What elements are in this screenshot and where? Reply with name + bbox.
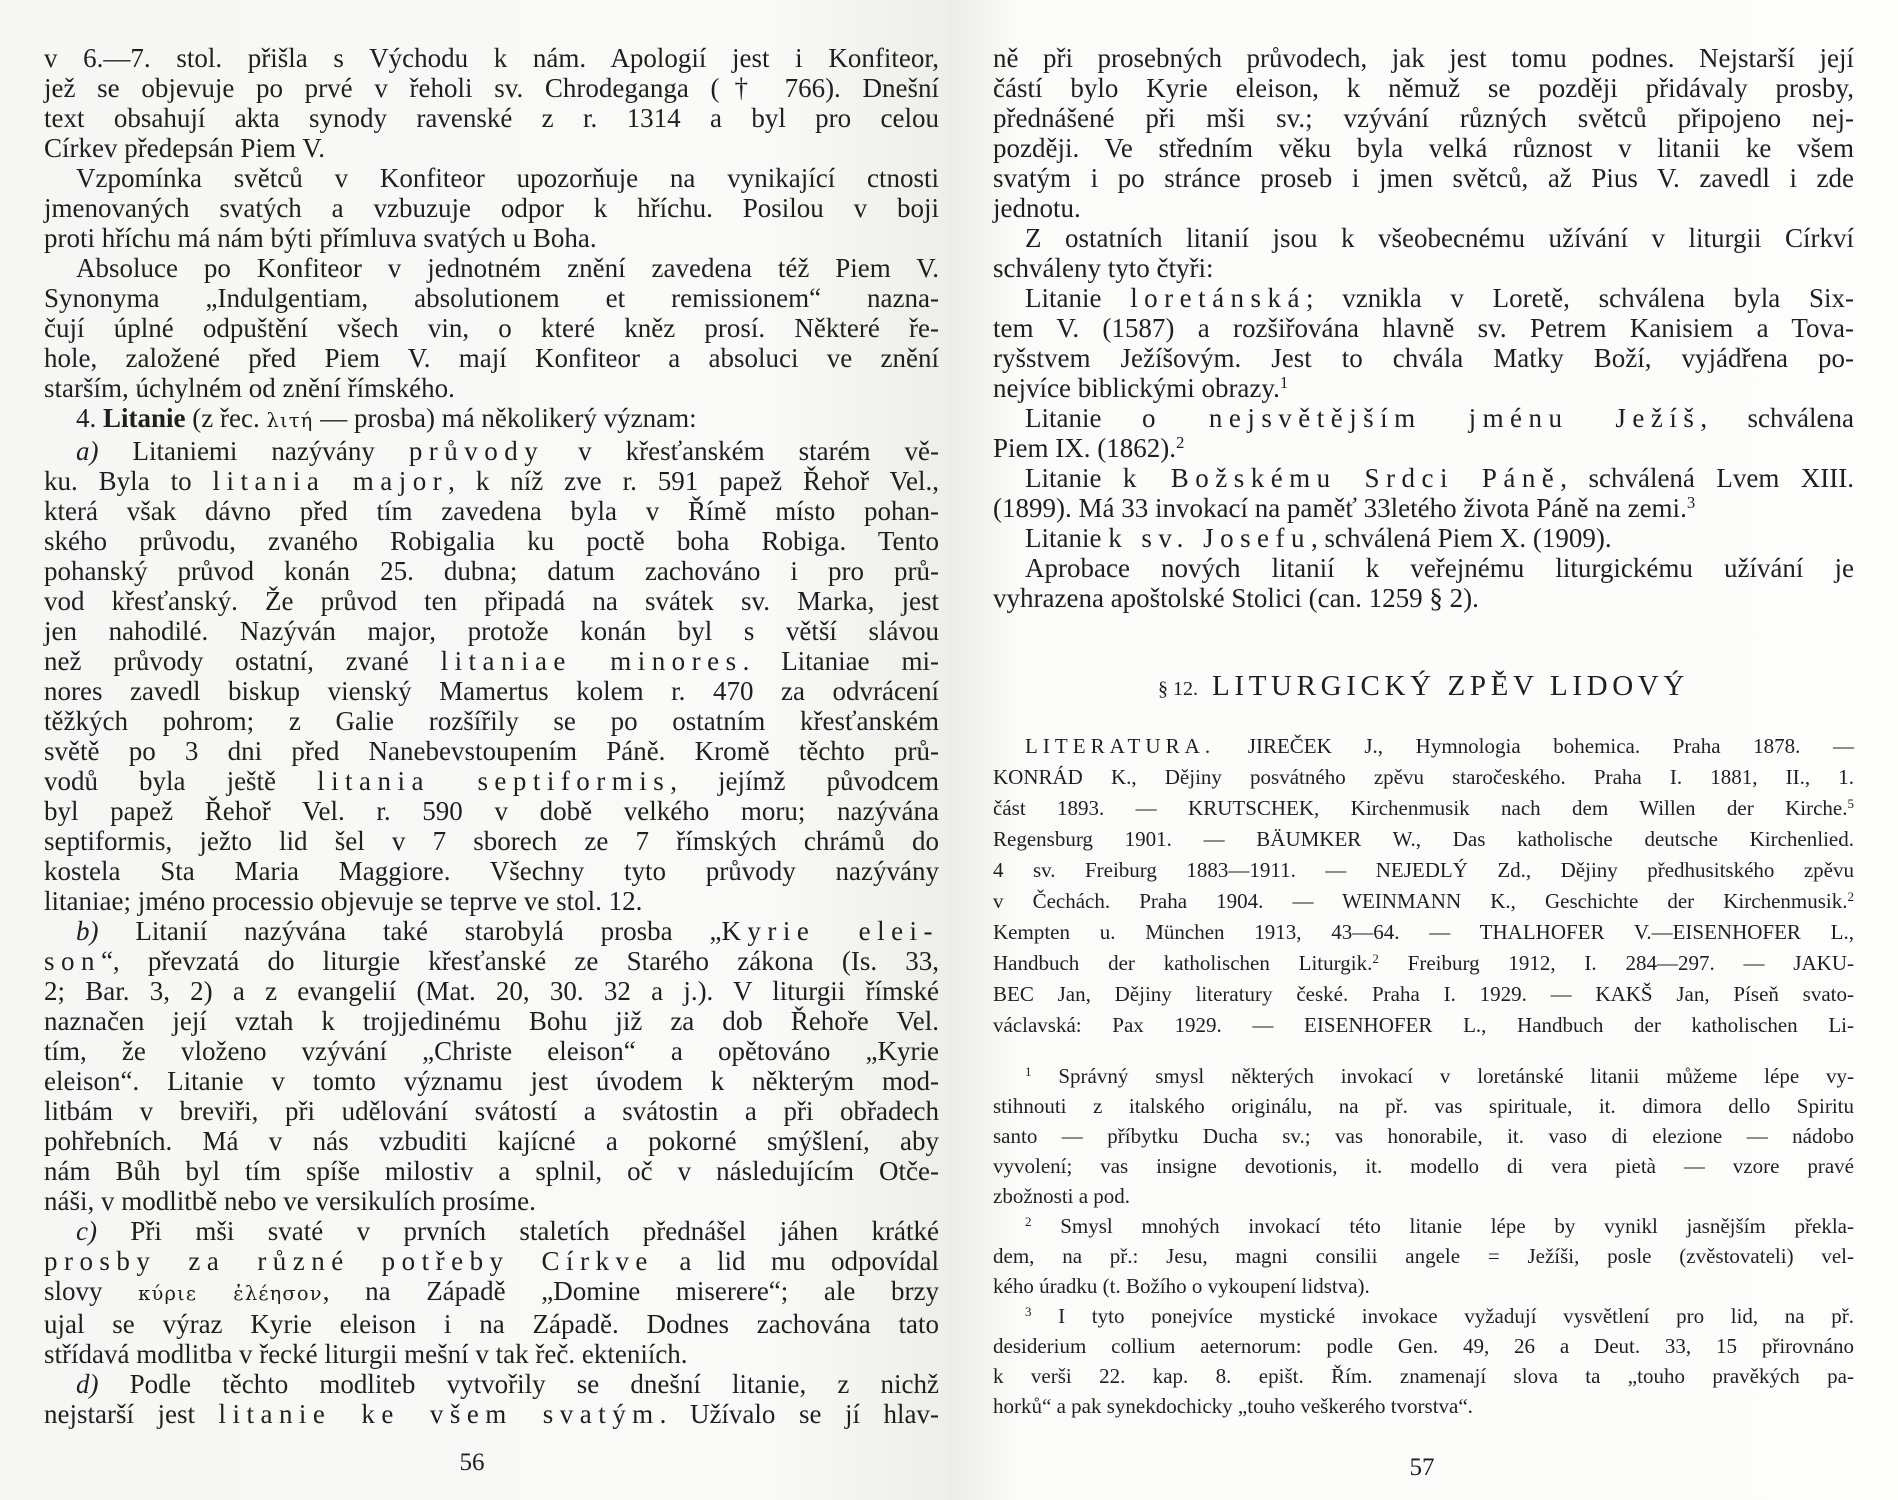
text-line — [993, 793, 1854, 824]
spaced-emphasis: LITERATURA. — [1025, 734, 1216, 758]
text-run: eleison“. Litanie v tomto významu jest úvodem k některým mod- — [44, 1066, 939, 1096]
text-line — [44, 283, 939, 313]
text-line — [44, 403, 939, 436]
text-line — [993, 373, 1854, 403]
text-line — [44, 826, 939, 856]
text-line — [44, 946, 939, 976]
text-run: těžkých pohrom; z Galie rozšířily se po ostatním křesťanském — [44, 706, 939, 736]
text-line — [993, 583, 1854, 613]
text-run: starším, úchylném od znění římského. — [44, 373, 455, 403]
bibliography-entry — [993, 731, 1854, 1041]
paragraph — [993, 43, 1854, 223]
text-run: později. Ve středním věku byla velká různost v litanii ke všem — [993, 133, 1854, 163]
text-run: 4. — [76, 403, 103, 433]
text-line — [44, 43, 939, 73]
bibliography — [993, 731, 1854, 1041]
text-line — [993, 283, 1854, 313]
italic-label: d) — [76, 1369, 99, 1399]
text-run: Absoluce po Konfiteor v jednotném znění zavedena též Piem V. — [76, 253, 939, 283]
note-marker: 1 — [1025, 1063, 1032, 1079]
footnotes — [993, 1061, 1854, 1421]
text-line — [44, 886, 939, 916]
text-run: Církev předepsán Piem V. — [44, 133, 325, 163]
text-run: JIREČEK J., Hymnologia bohemica. Praha 1878. — — [1215, 734, 1854, 758]
paragraph — [44, 253, 939, 403]
text-line — [44, 466, 939, 496]
text-line — [993, 433, 1854, 463]
text-run: — prosba) má několikerý význam: — [313, 403, 697, 433]
text-line — [44, 646, 939, 676]
text-run: 4 sv. Freiburg 1883—1911. — NEJEDLÝ Zd., Dějiny předhusitského zpěvu — [993, 858, 1854, 882]
note-marker: 2 — [1372, 950, 1379, 966]
text-run: Litanie — [1025, 283, 1131, 313]
text-run: v Čechách. Praha 1904. — WEINMANN K., Geschichte der Kirchenmusik. — [993, 889, 1848, 913]
text-line — [993, 193, 1854, 223]
note-marker: 2 — [1847, 888, 1854, 904]
bold-term: Litanie — [103, 403, 186, 433]
text-line — [993, 731, 1854, 762]
text-run: Podle těchto modliteb vytvořily se dnešní litanie, z nichž — [98, 1369, 939, 1399]
text-run: pohřebních. Má v nás vzbuditi kajícné a pokorné smýšlení, aby — [44, 1126, 939, 1156]
paragraph — [44, 1369, 939, 1429]
text-line — [993, 133, 1854, 163]
section-number: § 12. — [1158, 678, 1199, 700]
text-run: naznačen její vztah k trojjedinému Bohu již za dob Řehoře Vel. — [44, 1006, 939, 1036]
text-line — [993, 1181, 1854, 1211]
text-run: schváleny tyto čtyři: — [993, 253, 1214, 283]
text-line — [993, 1091, 1854, 1121]
text-line — [993, 948, 1854, 979]
section-heading — [993, 664, 1854, 708]
note-marker: 3 — [1686, 492, 1696, 512]
text-line — [44, 343, 939, 373]
text-line — [44, 223, 939, 253]
spaced-emphasis: son — [44, 946, 101, 976]
text-line — [44, 73, 939, 103]
greek-text: λιτή — [266, 409, 314, 432]
text-run: stihnouti z italského originálu, na př. vas spirituale, it. dimora dello Spiritu — [993, 1094, 1854, 1118]
text-run: nejstarší jest — [44, 1399, 219, 1429]
text-line — [993, 553, 1854, 583]
text-run: , jejímž původcem — [670, 766, 939, 796]
text-line — [993, 917, 1854, 948]
text-run: ujal se výraz Kyrie eleison i na Západě. Dodnes zachována tato — [44, 1309, 939, 1339]
text-run: , schválená Lvem XIII. — [1560, 463, 1854, 493]
text-run: Piem IX. (1862). — [993, 433, 1176, 463]
paragraph — [993, 403, 1854, 463]
paragraph — [44, 1216, 939, 1369]
text-run: ; vznikla v Loretě, schválena byla Six- — [1305, 283, 1854, 313]
text-run: vodů byla ještě — [44, 766, 318, 796]
text-run: část 1893. — KRUTSCHEK, Kirchenmusik nach dem Willen der Kirche. — [993, 796, 1848, 820]
text-run: proti hříchu má nám býti přímluva svatých u Boha. — [44, 223, 597, 253]
text-line — [993, 1301, 1854, 1331]
text-line — [44, 1006, 939, 1036]
text-line — [44, 496, 939, 526]
text-line — [993, 223, 1854, 253]
text-run: nores zavedl biskup vienský Mamertus kolem r. 470 za odvrácení — [44, 676, 939, 706]
text-line — [44, 133, 939, 163]
spaced-emphasis: loretánská — [1130, 283, 1306, 313]
paragraph — [44, 163, 939, 253]
text-run: Litaniemi nazývány — [98, 436, 409, 466]
text-run: Regensburg 1901. — BÄUMKER W., Das katholische deutsche Kirchenlied. — [993, 827, 1854, 851]
text-line — [44, 1186, 939, 1216]
text-line — [44, 796, 939, 826]
text-run: BEC Jan, Dějiny literatury české. Praha I. 1929. — KAKŠ Jan, Píseň svato- — [993, 982, 1854, 1006]
text-line — [44, 1126, 939, 1156]
text-run: septiformis, ježto lid šel v 7 sborech ze 7 římských chrámů do — [44, 826, 939, 856]
note-marker: 2 — [1025, 1213, 1032, 1229]
right-page — [949, 0, 1898, 1500]
text-run: byl papež Řehoř Vel. r. 590 v době velkého moru; nazývána — [44, 796, 939, 826]
text-line — [44, 526, 939, 556]
text-line — [993, 1061, 1854, 1091]
text-run: pohanský průvod konán 25. dubna; datum zachováno i pro prů- — [44, 556, 939, 586]
spaced-emphasis: o nejsvětějším jménu Ježíš — [1141, 403, 1701, 433]
text-run: Synonyma „Indulgentiam, absolutionem et remissionem“ nazna- — [44, 283, 939, 313]
text-run: a lid mu odpovídal — [653, 1246, 939, 1276]
note-marker: 2 — [1175, 432, 1185, 452]
text-run: litaniae; jméno processio objevuje se teprve ve stol. 12. — [44, 886, 643, 916]
spaced-emphasis: litania septiformis — [317, 766, 671, 796]
paragraph — [44, 403, 939, 436]
text-run: Správný smysl některých invokací v loretánské litanii můžeme lépe vy- — [1031, 1064, 1854, 1088]
text-run: Litanií nazývána také starobylá prosba „ — [98, 916, 722, 946]
italic-label: b) — [76, 916, 99, 946]
text-line — [993, 1010, 1854, 1041]
text-line — [44, 676, 939, 706]
paragraph — [993, 283, 1854, 403]
text-run: litbám v breviři, při udělování svátostí a svátostin a při obřadech — [44, 1096, 939, 1126]
text-run: jmenovaných svatých a vzbuzuje odpor k hříchu. Posilou v boji — [44, 193, 939, 223]
text-line — [993, 313, 1854, 343]
text-line — [993, 463, 1854, 493]
text-line — [993, 403, 1854, 433]
text-run: tem V. (1587) a rozšiřována hlavně sv. Petrem Kanisiem a Tova- — [993, 313, 1854, 343]
text-run: (1899). Má 33 invokací na paměť 33letého života Páně na zemi. — [993, 493, 1687, 523]
text-line — [993, 1211, 1854, 1241]
text-run: (z řec. — [185, 403, 267, 433]
text-run: KONRÁD K., Dějiny posvátného zpěvu staročeského. Praha I. 1881, II., 1. — [993, 765, 1854, 789]
text-run: ryšstvem Ježíšovým. Jest to chvála Matky Boží, vyjádřena po- — [993, 343, 1854, 373]
spaced-emphasis: průvody — [408, 436, 545, 466]
text-line — [44, 856, 939, 886]
text-line — [44, 706, 939, 736]
paragraph — [44, 43, 939, 163]
text-line — [44, 1246, 939, 1276]
footnote — [993, 1211, 1854, 1301]
text-line — [44, 1399, 939, 1429]
paragraph — [993, 223, 1854, 283]
paragraph — [993, 523, 1854, 553]
text-run: dem, na př.: Jesu, magni consilii angele = Ježíši, posle (zvěstovateli) vel- — [993, 1244, 1854, 1268]
text-line — [44, 1096, 939, 1126]
text-line — [44, 253, 939, 283]
spaced-emphasis: litania major — [212, 466, 449, 496]
text-run: Litanie — [1025, 463, 1123, 493]
note-marker: 1 — [1279, 372, 1289, 392]
text-run: , schválena — [1700, 403, 1854, 433]
text-line — [993, 1271, 1854, 1301]
text-line — [44, 163, 939, 193]
text-run: vyvolení; vas insigne devotionis, it. modello di vera pietà — vzore pravé — [993, 1154, 1854, 1178]
text-run: text obsahují akta synody ravenské z r. 1314 a byl pro celou — [44, 103, 939, 133]
text-run: částí bylo Kyrie eleison, k němuž se později přidávaly prosby, — [993, 73, 1854, 103]
spaced-emphasis: litaniae minores — [440, 646, 743, 676]
text-line — [44, 736, 939, 766]
spaced-emphasis: prosby za různé potřeby Církve — [44, 1246, 654, 1276]
text-run: než průvody ostatní, zvané — [44, 646, 441, 676]
text-run: tím, že vloženo vzývání „Christe eleison“ a opětováno „Kyrie — [44, 1036, 939, 1066]
text-run: , na Západě „Domine miserere“; ale brzy — [322, 1276, 939, 1306]
text-line — [993, 523, 1854, 553]
greek-text: κύριε ἐλέησον — [138, 1282, 323, 1305]
text-run: ku. Byla to — [44, 466, 213, 496]
text-line — [993, 343, 1854, 373]
text-run: desiderium collium aeternorum: podle Gen. 49, 26 a Deut. 33, 15 přirovnáno — [993, 1334, 1854, 1358]
text-run: střídavá modlitba v řecké liturgii mešní v tak řeč. ekteniích. — [44, 1339, 688, 1369]
text-line — [993, 886, 1854, 917]
text-run: horků“ a pak synekdochicky „touho veškerého tvorstva“. — [993, 1394, 1473, 1418]
text-run: jen nahodilé. Nazýván major, protože konán byl s větší slávou — [44, 616, 939, 646]
text-run: ského průvodu, zvaného Robigalia ku poctě boha Robiga. Tento — [44, 526, 939, 556]
text-line — [993, 103, 1854, 133]
text-run: vod křesťanský. Že průvod ten připadá na svátek sv. Marka, jest — [44, 586, 939, 616]
text-line — [44, 373, 939, 403]
text-line — [44, 1036, 939, 1066]
note-marker: 5 — [1847, 795, 1854, 811]
text-line — [993, 253, 1854, 283]
text-line — [44, 313, 939, 343]
text-run: I tyto ponejvíce mystické invokace vyžadují vysvětlení pro lid, na př. — [1031, 1304, 1854, 1328]
right-page-body — [993, 43, 1854, 613]
text-line — [993, 1361, 1854, 1391]
text-line — [44, 1276, 939, 1309]
text-run: náši, v modlitbě nebo ve versikulích prosíme. — [44, 1186, 536, 1216]
text-run: , k níž zve r. 591 papež Řehoř Vel., — [448, 466, 939, 496]
text-run: v křesťanském starém vě- — [544, 436, 939, 466]
text-line — [993, 73, 1854, 103]
text-line — [44, 766, 939, 796]
text-run: svatým i po stránce proseb i jmen světců, až Pius V. zavedl i zde — [993, 163, 1854, 193]
spaced-emphasis: k sv. Josefu — [1108, 523, 1311, 553]
text-line — [993, 1151, 1854, 1181]
text-line — [44, 916, 939, 946]
text-run: Litanie — [1025, 403, 1142, 433]
text-line — [993, 43, 1854, 73]
text-run: . Litaniae mi- — [742, 646, 939, 676]
page-number-right: 57 — [1409, 1454, 1435, 1481]
text-line — [44, 1369, 939, 1399]
text-run: ně při prosebných průvodech, jak jest tomu podnes. Nejstarší její — [993, 43, 1854, 73]
text-run: václavská: Pax 1929. — EISENHOFER L., Handbuch der katholischen Li- — [993, 1013, 1854, 1037]
text-run: Freiburg 1912, I. 284—297. — JAKU- — [1378, 951, 1854, 975]
text-run: nám Bůh byl tím spíše milostiv a splnil, oč v následujícím Otče- — [44, 1156, 939, 1186]
text-run: která však dávno před tím zavedena byla v Římě místo pohan- — [44, 496, 939, 526]
text-line — [44, 586, 939, 616]
paragraph — [993, 463, 1854, 523]
text-line — [44, 193, 939, 223]
text-line — [44, 1216, 939, 1246]
text-line — [993, 1121, 1854, 1151]
text-line — [993, 855, 1854, 886]
text-run: k verši 22. kap. 8. epišt. Řím. znamenají slova ta „touho pravěkých pa- — [993, 1364, 1854, 1388]
text-line — [44, 976, 939, 1006]
text-line — [993, 1241, 1854, 1271]
text-line — [993, 493, 1854, 523]
text-line — [44, 103, 939, 133]
spaced-emphasis: Kyrie elei- — [721, 916, 940, 946]
text-line — [993, 1331, 1854, 1361]
text-line — [44, 436, 939, 466]
text-line — [44, 556, 939, 586]
text-line — [44, 616, 939, 646]
text-run: slovy — [44, 1276, 139, 1306]
paragraph — [993, 553, 1854, 613]
text-run: kého úradku (t. Božího o vykoupení lidstva). — [993, 1274, 1370, 1298]
section-title: LITURGICKÝ ZPĚV LIDOVÝ — [1212, 670, 1689, 702]
text-run: kostela Sta Maria Maggiore. Všechny tyto průvody nazývány — [44, 856, 939, 886]
text-run: Handbuch der katholischen Liturgik. — [993, 951, 1373, 975]
italic-label: c) — [76, 1216, 97, 1246]
text-line — [44, 1156, 939, 1186]
text-run: Smysl mnohých invokací této litanie lépe by vynikl jasnějším překla- — [1031, 1214, 1854, 1238]
text-line — [993, 762, 1854, 793]
text-run: vyhrazena apoštolské Stolici (can. 1259 § 2). — [993, 583, 1479, 613]
text-run: čují úplné odpuštění všech vin, o které kněz prosí. Některé ře- — [44, 313, 939, 343]
text-run: Z ostatních litanií jsou k všeobecnému užívání v liturgii Církví — [1025, 223, 1854, 253]
text-line — [993, 1391, 1854, 1421]
text-run: , schválená Piem X. (1909). — [1310, 523, 1612, 553]
text-line — [993, 824, 1854, 855]
text-run: jednotu. — [993, 193, 1081, 223]
paragraph — [44, 916, 939, 1216]
text-run: . Užívalo se jí hlav- — [659, 1399, 939, 1429]
text-line — [44, 1339, 939, 1369]
text-run: přednášené při mši sv.; vzývání různých světců připojeno nej- — [993, 103, 1854, 133]
text-run: hole, založené před Piem V. mají Konfiteor a absoluci ve znění — [44, 343, 939, 373]
spaced-emphasis: k Božskému Srdci Páně — [1122, 463, 1561, 493]
note-marker: 3 — [1025, 1303, 1032, 1319]
text-run: Aprobace nových litanií k veřejnému liturgickému užívání je — [1025, 553, 1854, 583]
text-line — [44, 1066, 939, 1096]
paragraph — [44, 436, 939, 916]
text-run: zbožnosti a pod. — [993, 1184, 1131, 1208]
text-line — [993, 979, 1854, 1010]
text-run: světě po 3 dni před Nanebevstoupením Páně. Kromě těchto prů- — [44, 736, 939, 766]
text-run: Kempten u. München 1913, 43—64. — THALHOFER V.—EISENHOFER L., — [993, 920, 1854, 944]
text-run: Vzpomínka světců v Konfiteor upozorňuje na vynikající ctnosti — [76, 163, 939, 193]
text-run: santo — příbytku Ducha sv.; vas honorabile, it. vaso di elezione — nádobo — [993, 1124, 1854, 1148]
text-run: “, převzatá do liturgie křesťanské ze Starého zákona (Is. 33, — [100, 946, 939, 976]
footnote — [993, 1301, 1854, 1421]
text-run: Při mši svaté v prvních staletích přednášel jáhen krátké — [96, 1216, 939, 1246]
left-page-body — [44, 43, 939, 1429]
text-run: Litanie — [1025, 523, 1109, 553]
text-line — [993, 163, 1854, 193]
footnote — [993, 1061, 1854, 1211]
spaced-emphasis: litanie ke všem svatým — [218, 1399, 660, 1429]
italic-label: a) — [76, 436, 99, 466]
text-run: jež se objevuje po prvé v řeholi sv. Chrodeganga († 766). Dnešní — [44, 73, 939, 103]
text-run: 2; Bar. 3, 2) a z evangelií (Mat. 20, 30. 32 a j.). V liturgii římské — [44, 976, 939, 1006]
page-number-left: 56 — [459, 1449, 485, 1476]
text-line — [44, 1309, 939, 1339]
text-run: v 6.—7. stol. přišla s Východu k nám. Apologií jest i Konfiteor, — [44, 43, 939, 73]
text-run: nejvíce biblickými obrazy. — [993, 373, 1280, 403]
